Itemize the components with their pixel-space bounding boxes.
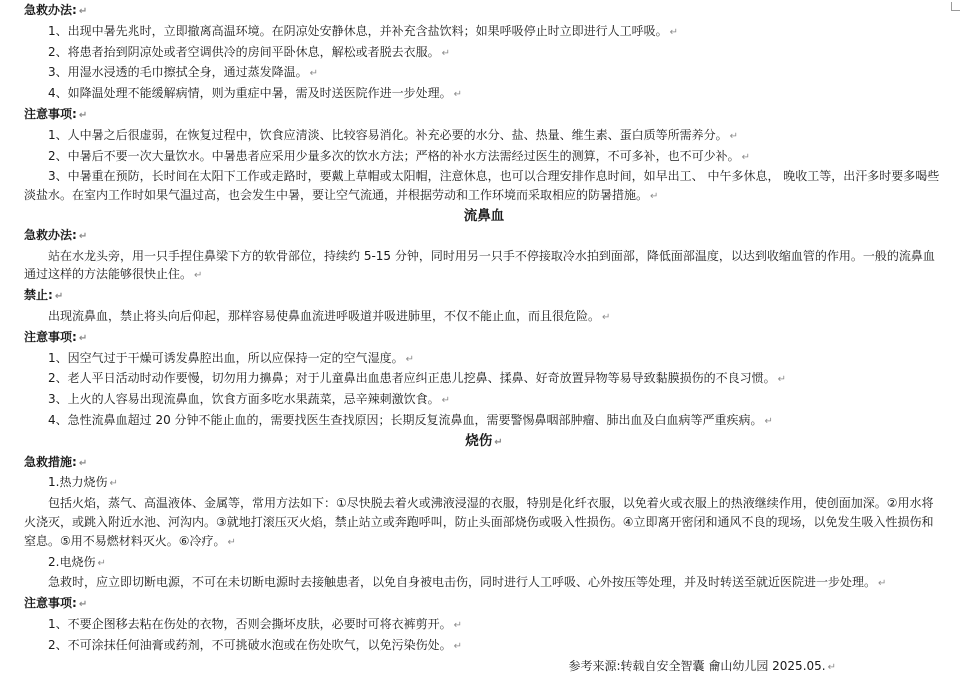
nosebleed-section-title: 流鼻血 xyxy=(24,207,944,226)
return-mark-icon xyxy=(878,578,886,589)
nosebleed-note-item: 2、老人平日活动时动作要慢，切勿用力擤鼻；对于儿童鼻出血患者应纠正患儿挖鼻、揉鼻、好奇放置异物等易导致黏膜损伤的不良习惯。 ↵ xyxy=(24,369,944,390)
heatstroke-rescue-item: 2、将患者抬到阴凉处或者空调供冷的房间平卧休息，解松或者脱去衣服。 ↵ xyxy=(24,43,944,64)
return-mark-icon xyxy=(79,6,87,17)
return-mark-icon xyxy=(602,312,610,323)
nosebleed-ban-heading: 禁止: ↵ xyxy=(24,286,944,307)
nosebleed-note-item: 1、因空气过于干燥可诱发鼻腔出血，所以应保持一定的空气湿度。 ↵ xyxy=(24,349,944,370)
nosebleed-note-item: 4、急性流鼻血超过 20 分钟不能止血的，需要找医生查找原因；长期反复流鼻血，需要警惕鼻咽部肿瘤、肺出血及白血病等严重疾病。 ↵ xyxy=(24,411,944,432)
return-mark-icon xyxy=(228,537,236,548)
return-mark-icon xyxy=(442,48,450,59)
return-mark-icon xyxy=(454,89,462,100)
return-mark-icon xyxy=(79,458,87,469)
heatstroke-note-item: 1、人中暑之后很虚弱，在恢复过程中，饮食应清淡、比较容易消化。补充必要的水分、盐、热量、维生素、蛋白质等所需养分。 ↵ xyxy=(24,126,944,147)
return-mark-icon xyxy=(79,333,87,344)
return-mark-icon xyxy=(670,27,678,38)
return-mark-icon xyxy=(454,641,462,652)
return-mark-icon xyxy=(742,152,750,163)
return-mark-icon xyxy=(650,191,658,202)
nosebleed-rescue-heading: 急救办法: ↵ xyxy=(24,226,944,247)
heatstroke-rescue-item: 4、如降温处理不能缓解病情，则为重症中暑，需及时送医院作进一步处理。 ↵ xyxy=(24,84,944,105)
return-mark-icon xyxy=(442,395,450,406)
nosebleed-note-item: 3、上火的人容易出现流鼻血，饮食方面多吃水果蔬菜，忌辛辣刺激饮食。 ↵ xyxy=(24,390,944,411)
return-mark-icon xyxy=(97,558,105,569)
return-mark-icon xyxy=(55,291,63,302)
burns-notes-heading: 注意事项: ↵ xyxy=(24,594,944,615)
return-mark-icon xyxy=(109,478,117,489)
return-mark-icon xyxy=(494,437,502,448)
burns-thermal-heading: 1.热力烧伤 ↵ xyxy=(24,473,944,494)
burns-rescue-heading: 急救措施: ↵ xyxy=(24,453,944,474)
return-mark-icon xyxy=(310,68,318,79)
return-mark-icon xyxy=(730,131,738,142)
return-mark-icon xyxy=(765,416,773,427)
heatstroke-notes-heading: 注意事项: ↵ xyxy=(24,105,944,126)
return-mark-icon xyxy=(778,374,786,385)
burns-section-title: 烧伤 ↵ xyxy=(24,432,944,453)
burns-electric-text: 急救时，应立即切断电源，不可在未切断电源时去接触患者，以免自身被电击伤，同时进行人工呼吸、心外按压等处理，并及时转送至就近医院进一步处理。 ↵ xyxy=(24,573,944,594)
burns-thermal-text: 包括火焰，蒸气、高温液体、金属等，常用方法如下：①尽快脱去着火或沸液浸湿的衣服，特别是化纤衣服，以免着火或衣服上的热液继续作用，使创面加深。②用水将火浇灭，或跳入附近水池、河沟内。③就地打滚压灭火焰，禁止站立或奔跑呼叫，防止头面部烧伤或吸入性损伤。④立即离开密闭和通风不良的现场，以免发生吸入性损伤和窒息。⑤用不易燃材料灭火。⑥冷疗。 ↵ xyxy=(24,494,944,552)
return-mark-icon xyxy=(79,599,87,610)
burns-electric-heading: 2.电烧伤 ↵ xyxy=(24,553,944,574)
burns-note-item: 1、不要企图移去粘在伤处的衣物，否则会撕坏皮肤，必要时可将衣裤剪开。 ↵ xyxy=(24,615,944,636)
page-corner-mark xyxy=(951,2,960,11)
nosebleed-ban-text: 出现流鼻血，禁止将头向后仰起，那样容易使鼻血流进呼吸道并吸进肺里，不仅不能止血，而且很危险。 ↵ xyxy=(24,307,944,328)
heatstroke-rescue-heading: 急救办法: ↵ xyxy=(24,1,944,22)
return-mark-icon xyxy=(406,354,414,365)
nosebleed-rescue-text: 站在水龙头旁，用一只手捏住鼻梁下方的软骨部位，持续约 5-15 分钟，同时用另一只手不停接取冷水拍到面部，降低面部温度，以达到收缩血管的作用。一般的流鼻血通过这样的方法能够很快止住。 ↵ xyxy=(24,247,944,287)
heatstroke-rescue-item: 3、用湿水浸透的毛巾擦拭全身，通过蒸发降温。 ↵ xyxy=(24,63,944,84)
source-footer: 参考来源:转载自安全智囊 龠山幼儿园 2025.05. ↵ xyxy=(24,657,944,677)
return-mark-icon xyxy=(79,231,87,242)
return-mark-icon xyxy=(194,270,202,281)
burns-note-item: 2、不可涂抹任何油膏或药剂，不可挑破水泡或在伤处吹气，以免污染伤处。 ↵ xyxy=(24,636,944,657)
heatstroke-rescue-item: 1、出现中暑先兆时，立即撤离高温环境。在阴凉处安静休息，并补充含盐饮料；如果呼吸停止时立即进行人工呼吸。 ↵ xyxy=(24,22,944,43)
heatstroke-note-item: 3、中暑重在预防，长时间在太阳下工作或走路时，要戴上草帽或太阳帽，注意休息，也可以合理安排作息时间，如早出工、 中午多休息， 晚收工等，出汗多时要多喝些淡盐水。在室内工作时如果气温过高，也会发生中暑，要让空气流通，并根据劳动和工作环境而采取相应的防暑措施。 ↵ xyxy=(24,167,944,207)
return-mark-icon xyxy=(79,110,87,121)
return-mark-icon xyxy=(828,662,836,673)
nosebleed-notes-heading: 注意事项: ↵ xyxy=(24,328,944,349)
return-mark-icon xyxy=(454,620,462,631)
heatstroke-note-item: 2、中暑后不要一次大量饮水。中暑患者应采用少量多次的饮水方法；严格的补水方法需经过医生的测算，不可多补，也不可少补。 ↵ xyxy=(24,147,944,168)
